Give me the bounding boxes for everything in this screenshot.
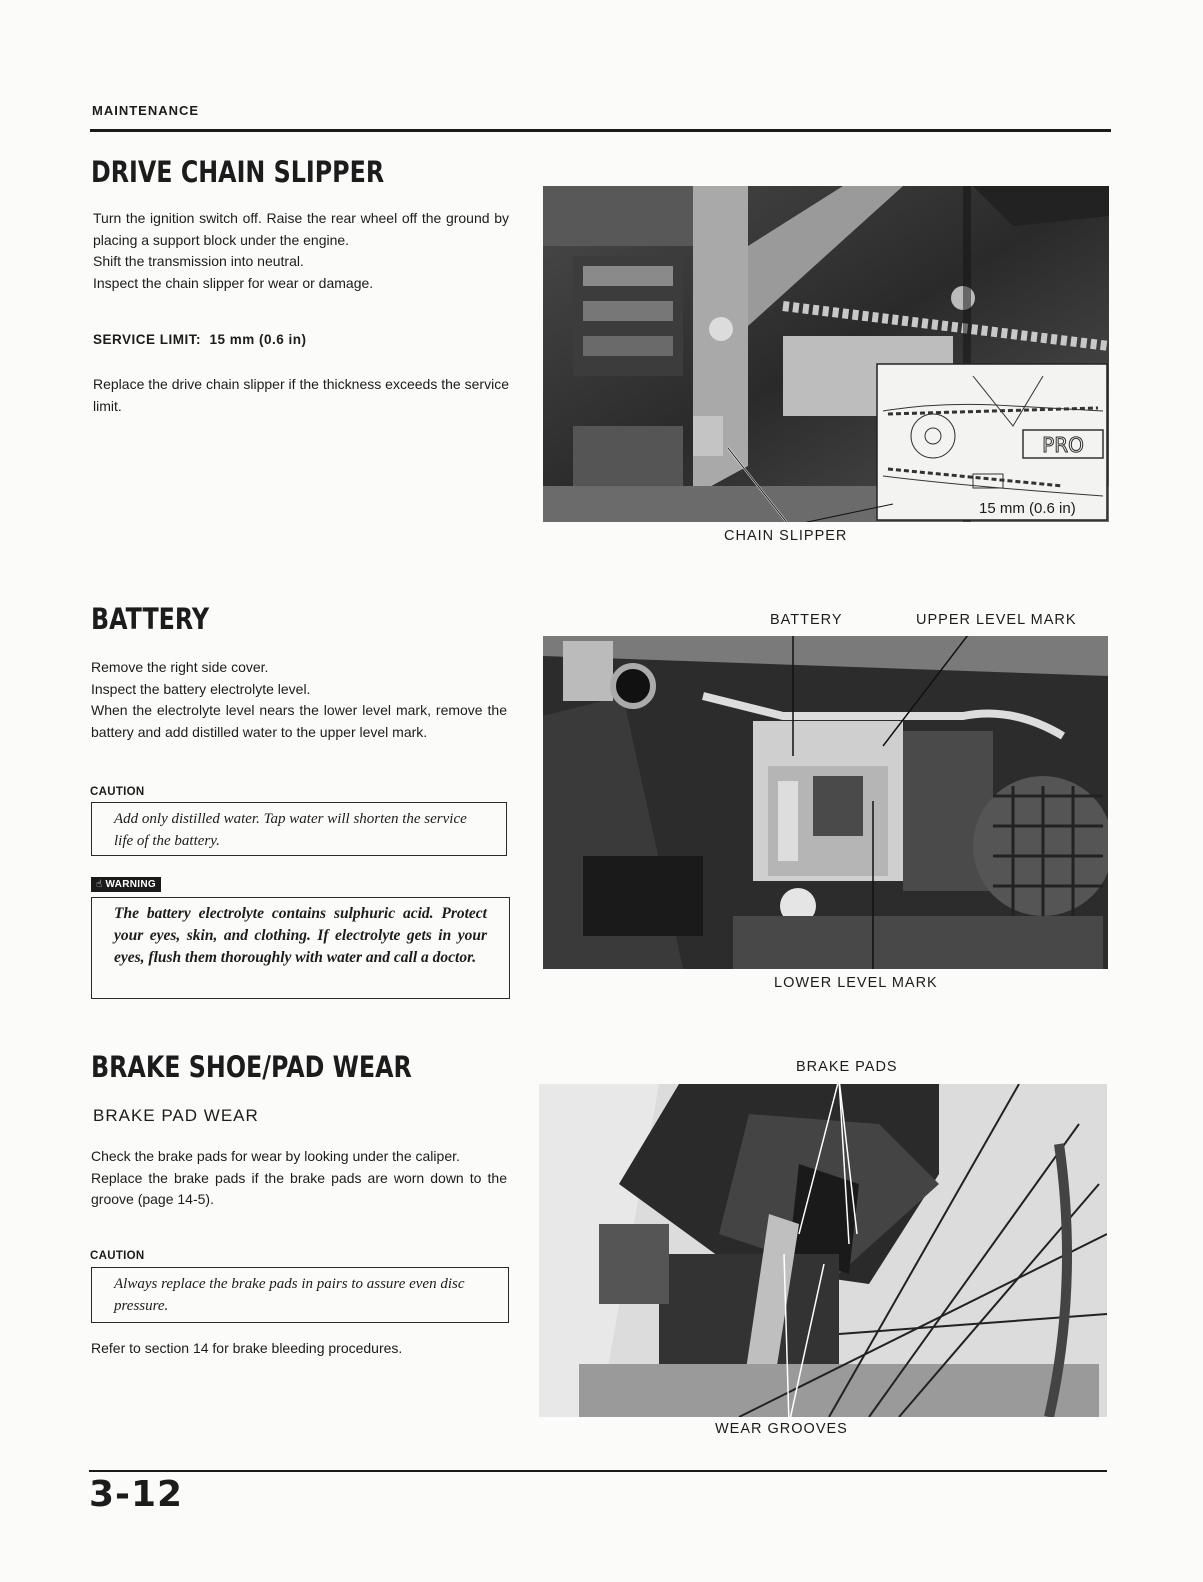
- footer-rule: [89, 1470, 1107, 1472]
- page-number: 3-12: [89, 1474, 184, 1515]
- section-header: MAINTENANCE: [92, 103, 200, 118]
- drive-chain-para-4: Replace the drive chain slipper if the thickness exceeds the service limit.: [93, 376, 509, 414]
- drive-chain-para-3: Inspect the chain slipper for wear or damage.: [93, 274, 374, 291]
- brake-refer-text: [91, 1338, 511, 1360]
- warning-tag: [91, 877, 161, 892]
- brake-para-1: Check the brake pads for wear by looking under the caliper.: [91, 1148, 460, 1164]
- inset-dimension-label: 15 mm (0.6 in): [979, 500, 1076, 517]
- drive-chain-photo: [543, 186, 1109, 522]
- brake-caution-label: CAUTION: [90, 1250, 145, 1262]
- brake-caution-box: [91, 1267, 509, 1323]
- brake-pads-label: BRAKE PADS: [796, 1059, 898, 1075]
- drive-chain-photo-art: [543, 186, 1109, 522]
- warning-label: WARNING: [105, 879, 156, 890]
- battery-text: [91, 657, 507, 743]
- battery-warning-box: [91, 897, 510, 999]
- chain-slipper-caption: CHAIN SLIPPER: [724, 528, 848, 544]
- battery-photo: [543, 636, 1108, 969]
- battery-photo-label: BATTERY: [770, 612, 843, 628]
- battery-para-1: Remove the right side cover.: [91, 659, 269, 675]
- lower-level-mark-label: LOWER LEVEL MARK: [774, 975, 938, 991]
- battery-para-3: When the electrolyte level nears the lower level mark, remove the battery and add distilled water to the upper level mark.: [91, 702, 507, 740]
- drive-chain-replace-text: [93, 374, 509, 417]
- battery-photo-art: [543, 636, 1108, 969]
- brake-subtitle: BRAKE PAD WEAR: [93, 1106, 259, 1125]
- brake-photo: [539, 1084, 1107, 1417]
- service-limit: SERVICE LIMIT: 15 mm (0.6 in): [93, 332, 307, 347]
- brake-photo-art: [539, 1084, 1107, 1417]
- brake-caution-text: Always replace the brake pads in pairs to assure even disc pressure.: [114, 1276, 465, 1314]
- brake-title: BRAKE SHOE/PAD WEAR: [91, 1050, 412, 1084]
- drive-chain-text: [93, 208, 509, 294]
- drive-chain-para-1: Turn the ignition switch off. Raise the rear wheel off the ground by placing a support block under the engine.: [93, 210, 509, 248]
- header-rule: [90, 129, 1111, 132]
- battery-caution-box: [91, 802, 507, 856]
- wear-grooves-label: WEAR GROOVES: [715, 1421, 848, 1437]
- brake-text: [91, 1146, 507, 1211]
- drive-chain-para-2: Shift the transmission into neutral.: [93, 253, 304, 269]
- upper-level-mark-label: UPPER LEVEL MARK: [916, 612, 1077, 628]
- brake-para-3: Refer to section 14 for brake bleeding procedures.: [91, 1340, 403, 1356]
- brake-para-2: Replace the brake pads if the brake pads are worn down to the groove (page 14-5).: [91, 1169, 507, 1207]
- battery-para-2: Inspect the battery electrolyte level.: [91, 680, 311, 697]
- warning-hand-icon: ☝: [96, 879, 103, 890]
- battery-caution-label: CAUTION: [90, 786, 145, 798]
- battery-caution-text: Add only distilled water. Tap water will shorten the service life of the battery.: [114, 811, 467, 849]
- drive-chain-title: DRIVE CHAIN SLIPPER: [91, 155, 385, 189]
- battery-warning-text: The battery electrolyte contains sulphuric acid. Protect your eyes, skin, and clothing. If electrolyte gets in your eyes, flush them thoroughly with water and call a doctor.: [114, 905, 487, 966]
- inset-logo-text: PRO: [1042, 433, 1084, 457]
- battery-title: BATTERY: [91, 602, 210, 636]
